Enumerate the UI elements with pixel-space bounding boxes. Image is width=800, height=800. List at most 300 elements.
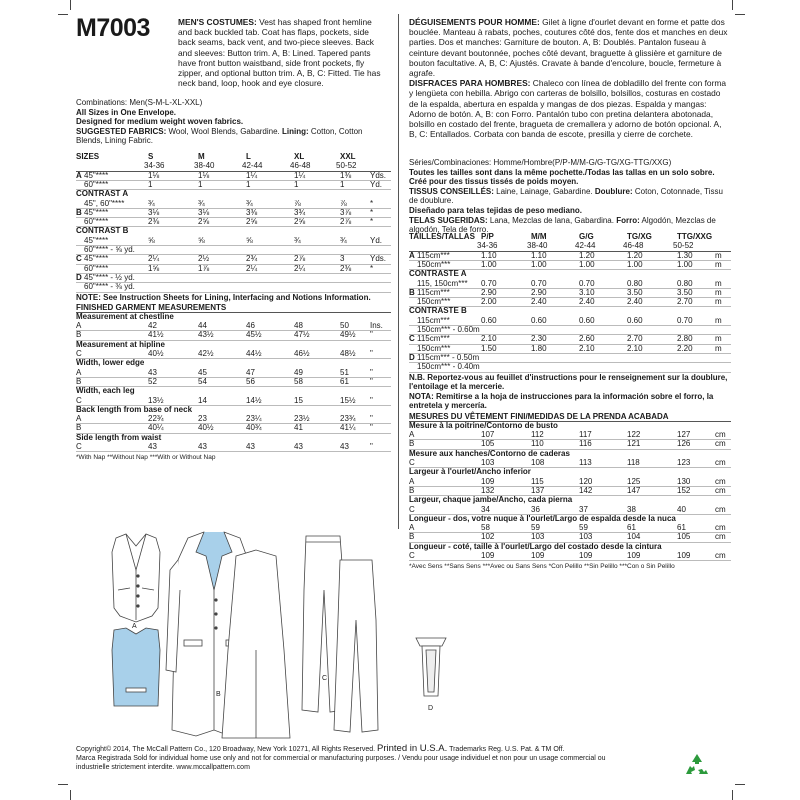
row-rule [76, 451, 391, 452]
yardage-value: 3¾ [294, 207, 306, 217]
unit: " [370, 442, 373, 451]
yardage-value: 1 [198, 179, 203, 189]
yardage-value: 1 [340, 179, 345, 189]
yardage-value: 2.30 [531, 334, 547, 344]
measurement-value: 127 [677, 430, 691, 440]
measurement-value: 109 [531, 551, 545, 560]
measurement-value: 43½ [198, 330, 214, 340]
range-col: 38-40 [194, 161, 215, 171]
row-rule [409, 560, 731, 561]
all-sizes-fr: Toutes les tailles sont dans la même pochette./Todas las tallas en un solo sobre. [409, 167, 715, 177]
measurement-value: 13½ [148, 395, 164, 405]
footer-line2: Marca Registrada Sold for individual home use only and not for commercial or manufacturing purposes. / Vendu pour usage individuel et non pour un usage commercial ou [76, 755, 606, 762]
measurement-value: 59 [531, 523, 540, 533]
view-label: A [76, 170, 82, 180]
yardage-value: 1 [148, 179, 153, 189]
measurement-value: 41 [294, 423, 303, 433]
width-label: 150cm*** - 0.60m [417, 325, 480, 334]
width-label: 45"**** [84, 207, 109, 217]
crop-mark [70, 0, 71, 10]
measurement-value: 61 [677, 523, 686, 533]
yardage-value: 2⅝ [246, 217, 258, 227]
yardage-value: 1⅞ [198, 263, 210, 273]
description-fr-es [409, 17, 731, 139]
finished-title: FINISHED GARMENT MEASUREMENTS [76, 302, 227, 312]
combinations-fr: Séries/Combinaciones: Homme/Hombre(P/P-M/M-G/G-TG/XG-TTG/XXG) [409, 158, 672, 167]
size-col: M/M [531, 232, 547, 241]
size-col: L [246, 152, 251, 161]
measurement-title: Measurement at chestline [76, 311, 174, 321]
measurement-value: 54 [198, 376, 207, 386]
desc-es-text: Chaleco con línea de dobladillo del frente con forma y lengüeta con hebilla. Abrigo con carteras de bolsillo, bolsillos, costuras en costado de la espalda, abertura en espalda y mangas de dos piezas. Espalda y mangas: Adorno de botón. A, B: con Forro. Pantalón tubo con pretina delantera abotonada, bolsillo en costado del frente, bragueta de cremallera y adorno de botón opcional. A, B, C: Entallados. Corbata con banda de escote, presilla y cierre de corchete. [409, 78, 726, 140]
unit: " [370, 423, 373, 433]
measurement-value: 130 [677, 476, 691, 486]
measurement-value: 40½ [148, 349, 164, 358]
measurement-title: Largeur à l'ourlet/Ancho inferior [409, 467, 531, 477]
view-label: A [409, 250, 415, 260]
sizes-label: TAILLES/TALLAS [409, 232, 475, 241]
yardage-value: 2¼ [294, 263, 306, 273]
width-label: 115cm*** [417, 250, 450, 260]
yardage-value: 1.20 [627, 250, 643, 260]
table-note: NOTE: See Instruction Sheets for Lining, Interfacing and Notions Information. [76, 292, 371, 302]
yardage-value: 3 [340, 254, 345, 264]
size-col: S [148, 152, 154, 161]
finished-title: MESURES DU VÊTEMENT FINI/MEDIDAS DE LA PRENDA ACABADA [409, 411, 669, 421]
measurement-title: Width, lower edge [76, 358, 145, 368]
view-label: B [409, 287, 415, 297]
measurement-title: Mesure à la poitrine/Contorno de busto [409, 420, 558, 430]
yardage-value: ¾ [294, 235, 301, 245]
nota-note: NOTA: Remitirse a la hoja de instrucciones para la información sobre el forro, la entretela y mercería. [409, 391, 714, 411]
measurement-value: 43 [294, 442, 303, 451]
measurement-value: 49½ [340, 330, 356, 340]
yardage-value: 1.10 [531, 250, 547, 260]
yardage-value: 0.80 [677, 278, 693, 288]
measurement-value: 118 [627, 458, 640, 467]
measurement-value: 121 [627, 439, 641, 449]
measurement-title: Longueur - dos, votre nuque à l'ourlet/Largo de espalda desde la nuca [409, 513, 676, 523]
unit: " [370, 395, 373, 405]
measurement-value: 58 [481, 523, 490, 533]
yardage-value: 2⅞ [340, 217, 352, 227]
footnote: *Avec Sens **Sans Sens ***Avec ou Sans Sens *Con Pelillo **Sin Pelillo ***Con o Sin Pelillo [409, 563, 675, 571]
range-col: 46-48 [623, 241, 644, 251]
view-label: D [76, 272, 82, 282]
yardage-value: 2.40 [531, 297, 547, 307]
measurement-value: 152 [677, 485, 691, 495]
column-divider [398, 14, 399, 529]
measurement-value: 37 [579, 504, 588, 514]
measurement-value: 40 [677, 504, 686, 514]
yardage-value: ¾ [246, 198, 253, 208]
view-label: C [76, 442, 82, 451]
unit: m [715, 287, 722, 297]
measurement-value: 15 [294, 395, 303, 405]
measurement-value: 38 [627, 504, 636, 514]
width-label: 60"**** [84, 179, 109, 189]
width-label: 115cm*** [417, 287, 450, 297]
contrast-head: CONTRAST B [76, 226, 129, 236]
pattern-number: M7003 [76, 14, 150, 42]
unit: cm [715, 523, 726, 533]
measurement-value: 102 [481, 532, 495, 542]
measurement-title: Longueur - coté, taille à l'ourlet/Largo del costado desde la cintura [409, 541, 662, 551]
measurement-value: 23¼ [246, 414, 262, 424]
yardage-value: 1.00 [677, 259, 693, 269]
measurement-value: 125 [627, 476, 641, 486]
unit: cm [715, 476, 726, 486]
size-col: XXL [340, 152, 356, 161]
view-label: C [409, 334, 415, 344]
range-col: 50-52 [673, 241, 694, 251]
measurement-value: 105 [481, 439, 495, 449]
measurement-value: 147 [627, 485, 641, 495]
crop-mark [735, 14, 745, 15]
desc-es-title: DISFRACES PARA HOMBRES: [409, 78, 531, 89]
measurement-value: 43 [340, 442, 349, 451]
measurement-value: 42½ [198, 349, 214, 358]
measurement-value: 61 [627, 523, 636, 533]
measurement-value: 43 [246, 442, 255, 451]
view-label: B [76, 376, 82, 386]
yardage-value: 0.70 [531, 278, 547, 288]
view-label: C [409, 458, 415, 467]
view-label: A [76, 321, 82, 331]
unit: " [370, 367, 373, 377]
crop-mark [732, 0, 733, 10]
all-sizes-en: All Sizes in One Envelope. [76, 107, 177, 117]
yardage-value: 1¼ [246, 170, 258, 180]
measurement-value: 105 [677, 532, 691, 542]
unit: * [370, 217, 374, 227]
yardage-value: ⅞ [340, 198, 347, 208]
unit: * [370, 207, 374, 217]
range-col: 42-44 [575, 241, 596, 251]
measurement-value: 59 [579, 523, 588, 533]
yardage-value: 1⅜ [340, 170, 352, 180]
yardage-value: 2.10 [579, 343, 595, 353]
yardage-value: 2.10 [627, 343, 643, 353]
yardage-value: 1.80 [531, 343, 547, 353]
width-label: 45"**** [84, 254, 109, 264]
measurement-value: 120 [579, 476, 593, 486]
yardage-value: 0.70 [481, 278, 497, 288]
measurement-title: Measurement at hipline [76, 339, 165, 349]
measurement-value: 109 [677, 551, 691, 560]
measurement-value: 23½ [294, 414, 310, 424]
fabrics-en: SUGGESTED FABRICS: Wool, Wool Blends, Gabardine. Lining: Cotton, Cotton Blends, Lining Fabric. [76, 126, 363, 146]
desc-fr-text: Gilet à ligne d'ourlet devant en forme et patte dos bouclée. Manteau à rabats, poches, coutures côté dos, fente dos et manches en deux parties. Dos et manches: Garniture de bouton. A, B: Doublés. Pantalon fuseau à ceinture devant boutonnée, poches côté devant, braguette à glissière et garniture de bouton facultative. A, B, C: Ajustés. Cravate à bande d'encolure, boucle, fermeture à agrafe. [409, 17, 728, 79]
contrast-head: CONTRAST A [76, 189, 129, 199]
measurement-value: 116 [579, 439, 592, 449]
measurement-value: 112 [531, 430, 544, 440]
measurement-value: 43 [148, 442, 157, 451]
yardage-value: 1.00 [481, 259, 497, 269]
measurement-value: 52 [148, 376, 157, 386]
measurement-title: Side length from waist [76, 432, 162, 442]
garment-illustrations [0, 530, 400, 770]
measurement-value: 142 [579, 485, 593, 495]
measurement-value: 49 [294, 367, 303, 377]
measurement-value: 47½ [294, 330, 310, 340]
view-label: C [76, 254, 82, 264]
measurement-value: 46 [246, 321, 255, 331]
yardage-value: 2.20 [677, 343, 693, 353]
yardage-value: 3.10 [579, 287, 595, 297]
crop-mark [58, 14, 68, 15]
yardage-value: 2⅞ [294, 254, 306, 264]
yardage-value: ⅞ [294, 198, 301, 208]
yardage-value: 0.70 [579, 278, 595, 288]
measurement-value: 109 [481, 476, 495, 486]
yardage-value: ⅝ [198, 235, 205, 245]
view-label: B [409, 532, 415, 542]
desc-en-text: Vest has shaped front hemline and back buckled tab. Coat has flaps, pockets, side back seams, back vent, and two-piece sleeves. Back and sleeves: Button trim. A, B: Lined. Tapered pants have front button waistband, side front pockets, fly zipper, and optional button trim. A, B, C: Fitted. Tie has neck band, loop, hook and eye closure. [178, 17, 381, 89]
yardage-value: 3⅛ [198, 207, 210, 217]
yardage-value: ⅝ [246, 235, 253, 245]
figure-label-d: D [428, 705, 434, 712]
combinations-en: Combinations: Men(S-M-L-XL-XXL) [76, 98, 203, 107]
vest-back-illustration [112, 628, 160, 706]
figure-label-b: B [216, 691, 221, 698]
yardage-value: 2.70 [627, 334, 643, 344]
width-label: 115, 150cm*** [417, 278, 468, 288]
nb-note: N.B. Reportez-vous au feuillet d'instructions pour le renseignement sur la doublure, l'entoilage et la mercerie. [409, 372, 728, 392]
yardage-value: 1⅛ [148, 170, 160, 180]
unit: " [370, 349, 373, 358]
right-info [409, 158, 729, 235]
contrast-head: CONTRASTE A [409, 269, 467, 279]
measurement-value: 103 [579, 532, 593, 542]
range-col: 38-40 [527, 241, 548, 251]
size-col: M [198, 152, 205, 161]
size-col: XL [294, 152, 305, 161]
measurement-title: Width, each leg [76, 386, 135, 396]
unit: * [370, 198, 374, 208]
yardage-value: 1⅝ [148, 263, 160, 273]
width-label: 115cm*** [417, 315, 450, 325]
yardage-value: 2⅜ [340, 263, 352, 273]
yardage-value: 2⅝ [198, 217, 210, 227]
view-label: A [409, 476, 415, 486]
measurement-value: 43 [198, 442, 207, 451]
yardage-value: 2.90 [531, 287, 547, 297]
measurement-value: 109 [481, 551, 495, 560]
range-col: 50-52 [336, 161, 357, 171]
crop-mark [70, 790, 71, 800]
view-label: B [76, 330, 82, 340]
yardage-value: 3.50 [677, 287, 693, 297]
measurement-value: 22¾ [148, 414, 164, 424]
yardage-value: 0.70 [677, 315, 693, 325]
yardage-value: 1.50 [481, 343, 497, 353]
unit: cm [715, 485, 726, 495]
yardage-value: 2.70 [677, 297, 693, 307]
desc-fr-title: DÉGUISEMENTS POUR HOMME: [409, 17, 540, 27]
yardage-value: 2.90 [481, 287, 497, 297]
view-label: C [409, 551, 415, 560]
width-label: 115cm*** - 0.50m [417, 352, 480, 362]
measurement-value: 109 [579, 551, 593, 560]
width-label: 150cm*** [417, 343, 451, 353]
tie-figure [412, 636, 452, 716]
yardage-value: 1.00 [627, 259, 643, 269]
yardage-value: ¾ [198, 198, 205, 208]
view-label: B [76, 423, 82, 433]
yardage-value: 2½ [198, 254, 210, 264]
view-label: A [76, 414, 82, 424]
width-label: 45"**** [84, 170, 109, 180]
measurement-value: 48 [294, 321, 303, 331]
measurement-value: 51 [340, 367, 349, 377]
width-label: 45"**** - ½ yd. [84, 272, 135, 282]
view-label: A [409, 523, 415, 533]
yardage-value: 2⅜ [148, 217, 160, 227]
unit: " [370, 376, 373, 386]
measurement-value: 41¼ [340, 423, 356, 433]
width-label: 60"**** - ⅝ yd. [84, 245, 135, 254]
measurement-value: 137 [531, 485, 545, 495]
yardage-value: 3⅜ [246, 207, 258, 217]
measurement-value: 107 [481, 430, 495, 440]
contrast-head: CONTRASTE B [409, 306, 467, 316]
width-label: 45", 60"**** [84, 198, 125, 208]
unit: cm [715, 439, 726, 449]
unit: cm [715, 551, 726, 560]
unit: Yd. [370, 179, 383, 189]
width-label: 60"**** [84, 263, 109, 273]
measurement-value: 48½ [340, 349, 356, 358]
yardage-value: 1.20 [579, 250, 595, 260]
measurement-value: 45 [198, 367, 207, 377]
unit: m [715, 278, 722, 288]
measurement-value: 123 [677, 458, 691, 467]
measurement-value: 40½ [198, 423, 214, 433]
measurement-value: 109 [627, 551, 641, 560]
range-col: 46-48 [290, 161, 311, 171]
measurement-value: 103 [531, 532, 545, 542]
measurement-value: 103 [481, 458, 495, 467]
range-col: 34-36 [477, 241, 498, 251]
yardage-value: 2⅝ [294, 217, 306, 227]
fabrics-fr: TISSUS CONSEILLÉS: Laine, Lainage, Gabardine. Doublure: Coton, Cotonnade, Tissu de doublure. [409, 186, 723, 206]
unit: Ins. [370, 321, 383, 331]
unit: " [370, 414, 373, 424]
unit: m [715, 343, 722, 353]
view-label: B [409, 485, 415, 495]
size-col: TTG/XXG [677, 232, 713, 241]
figure-label-a: A [132, 623, 137, 630]
range-col: 34-36 [144, 161, 165, 171]
view-label: A [76, 367, 82, 377]
measurement-title: Mesure aux hanches/Contorno de caderas [409, 448, 570, 458]
measurement-value: 113 [579, 458, 592, 467]
yardage-value: 1¼ [294, 170, 306, 180]
yardage-value: 0.60 [627, 315, 643, 325]
yardage-value: 1.30 [677, 250, 693, 260]
unit: m [715, 259, 722, 269]
yardage-value: 1.10 [481, 250, 497, 260]
pants-back-illustration [334, 560, 378, 732]
yardage-value: 1.00 [579, 259, 595, 269]
unit: Yds. [370, 170, 387, 180]
unit: cm [715, 504, 726, 514]
view-label: D [409, 352, 415, 362]
yardage-value: 2¼ [246, 263, 258, 273]
view-label: C [76, 349, 82, 358]
yardage-value: 2.40 [627, 297, 643, 307]
measurement-value: 45½ [246, 330, 262, 340]
footnote: *With Nap **Without Nap ***With or Without Nap [76, 454, 216, 462]
measurement-value: 15½ [340, 395, 356, 405]
view-label: B [76, 207, 82, 217]
desc-en-title: MEN'S COSTUMES: [178, 17, 257, 27]
designed-es: Diseñado para telas tejidas de peso mediano. [409, 205, 582, 215]
width-label: 45"**** [84, 235, 109, 245]
measurement-value: 122 [627, 430, 641, 440]
measurement-value: 34 [481, 504, 490, 514]
footer-line1: Copyright© 2014, The McCall Pattern Co., 120 Broadway, New York 10271, All Rights Reserved. Printed in U.S.A. Trademarks Reg. U.S. Pat. & TM Off. [76, 743, 565, 754]
width-label: 150cm*** [417, 297, 451, 307]
yardage-value: 2¾ [246, 254, 258, 264]
measurement-value: 23¾ [340, 414, 356, 424]
yardage-value: 2.00 [481, 297, 497, 307]
left-info [76, 98, 391, 146]
yardage-value: 2.80 [677, 334, 693, 344]
footer-line3: industrielle strictement interdite. www.mccallpattern.com [76, 764, 250, 771]
unit: m [715, 297, 722, 307]
measurement-title: Largeur, chaque jambe/Ancho, cada pierna [409, 495, 573, 505]
measurement-title: Back length from base of neck [76, 404, 193, 414]
unit: m [715, 334, 722, 344]
yardage-value: 3⅞ [340, 207, 352, 217]
yardage-value: 1⅛ [198, 170, 210, 180]
unit: * [370, 263, 374, 273]
measurement-value: 36 [531, 504, 540, 514]
yardage-value: 1 [294, 179, 299, 189]
width-label: 60"**** - ⅜ yd. [84, 282, 135, 292]
measurement-value: 126 [677, 439, 691, 449]
measurement-value: 108 [531, 458, 545, 467]
yardage-value: 0.60 [579, 315, 595, 325]
yardage-value: 2¼ [148, 254, 160, 264]
size-col: G/G [579, 232, 594, 241]
size-col: P/P [481, 232, 494, 241]
width-label: 150cm*** - 0.40m [417, 362, 480, 372]
yardage-value: 0.80 [627, 278, 643, 288]
measurement-value: 47 [246, 367, 255, 377]
measurement-value: 42 [148, 321, 157, 331]
view-label: B [409, 439, 415, 449]
description-en [178, 17, 384, 88]
yardage-value: 2.10 [481, 334, 497, 344]
designed-fr: Créé pour des tissus tissés de poids moyen. [409, 177, 579, 187]
unit: m [715, 315, 722, 325]
measurement-value: 132 [481, 485, 495, 495]
view-label: C [409, 504, 415, 514]
measurement-value: 41½ [148, 330, 164, 340]
measurement-value: 104 [627, 532, 641, 542]
unit: " [370, 330, 373, 340]
unit: cm [715, 532, 726, 542]
measurement-value: 61 [340, 376, 349, 386]
measurement-value: 23 [198, 414, 207, 424]
unit: Yds. [370, 254, 387, 264]
yardage-value: 1.00 [531, 259, 547, 269]
figure-label-c: C [322, 675, 328, 682]
measurement-value: 117 [579, 430, 592, 440]
